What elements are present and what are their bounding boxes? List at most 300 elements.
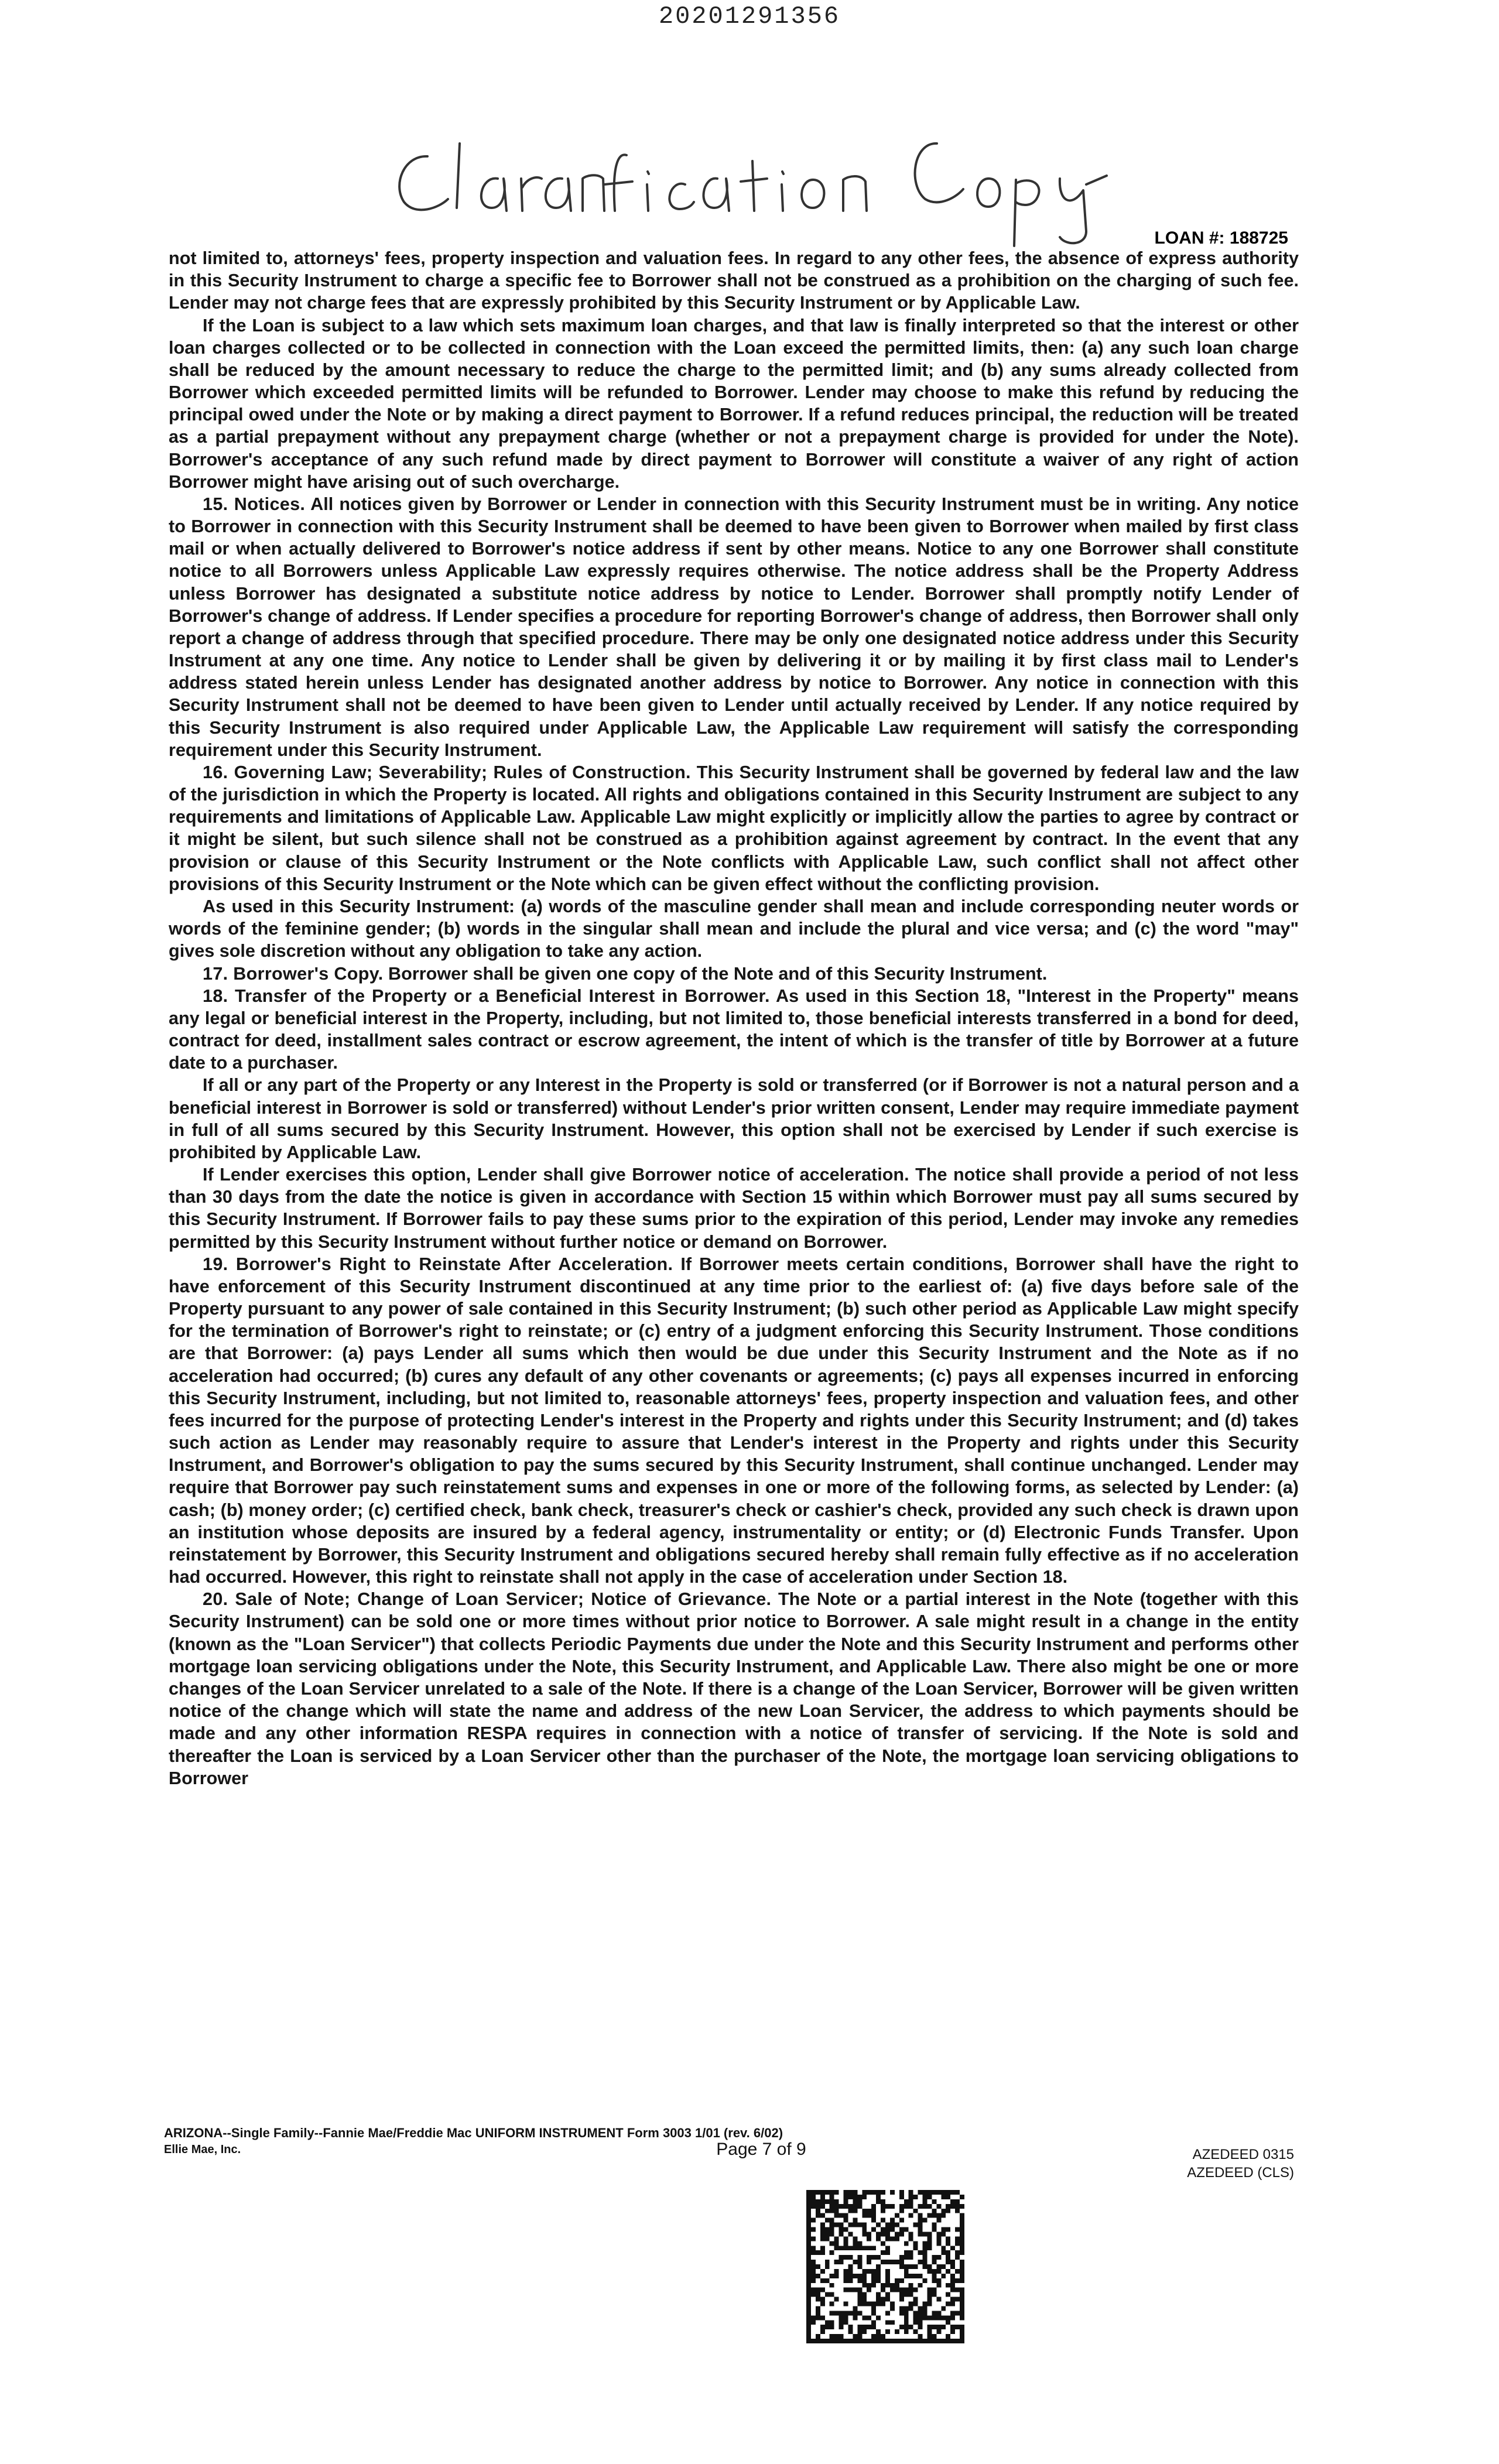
barcode-cell <box>932 2260 936 2264</box>
barcode-cell <box>830 2190 834 2195</box>
barcode-cell <box>876 2334 881 2339</box>
barcode-cell <box>834 2204 839 2209</box>
barcode-cell <box>820 2199 825 2204</box>
barcode-cell <box>950 2283 955 2288</box>
barcode-cell <box>806 2274 811 2278</box>
barcode-cell <box>890 2302 895 2306</box>
barcode-cell <box>816 2297 820 2302</box>
company-name: Ellie Mae, Inc. <box>164 2143 241 2156</box>
barcode-cell <box>932 2255 936 2260</box>
barcode-cell <box>950 2204 955 2209</box>
barcode-cell <box>848 2195 853 2199</box>
barcode-cell <box>885 2297 890 2302</box>
barcode-cell <box>806 2325 811 2329</box>
barcode-cell <box>918 2334 923 2339</box>
barcode-cell <box>885 2311 890 2315</box>
barcode-cell <box>806 2260 811 2264</box>
barcode-cell <box>876 2195 881 2199</box>
barcode-cell <box>923 2306 928 2311</box>
barcode-cell <box>834 2246 839 2250</box>
barcode-cell <box>909 2288 913 2292</box>
barcode-cell <box>936 2269 941 2274</box>
barcode-cell <box>806 2209 811 2213</box>
barcode-cell <box>946 2260 950 2264</box>
barcode-cell <box>960 2302 964 2306</box>
barcode-cell <box>960 2288 964 2292</box>
paragraph-text: As used in this Security Instrument: (a) words of the masculine gender shall mean and include corresponding neuter words or words of the feminine gender; (b) words in the singular shall mean and include the plural and vice versa; and (c) the word "may" gives sole discretion without any obligation to take any action. <box>169 896 1299 961</box>
barcode-cell <box>853 2306 857 2311</box>
barcode-cell <box>904 2315 909 2320</box>
barcode-cell <box>876 2292 881 2297</box>
barcode-cell <box>881 2227 885 2232</box>
barcode-cell <box>806 2311 811 2315</box>
barcode-cell <box>825 2218 830 2223</box>
barcode-cell <box>867 2269 871 2274</box>
barcode-cell <box>918 2227 923 2232</box>
barcode-cell <box>825 2339 830 2343</box>
barcode-cell <box>960 2297 964 2302</box>
barcode-cell <box>857 2246 862 2250</box>
barcode-cell <box>844 2218 848 2223</box>
barcode-cell <box>839 2204 844 2209</box>
barcode-cell <box>830 2302 834 2306</box>
barcode-cell <box>844 2339 848 2343</box>
barcode-cell <box>890 2283 895 2288</box>
barcode-cell <box>816 2213 820 2218</box>
paragraph-text: The Note or a partial interest in the Note (together with this Security Instrument) can be sold one or more times without prior notice to Borrower. A sale might result in a change in the entity (known as the "Loan Servicer") that collects Periodic Payments due under the Note and this Security Instrument and performs other mortgage loan servicing obligations under the Note, this Security Instrument, and Applicable Law. There also might be one or more changes of the Loan Servicer unrelated to a sale of the Note. If there is a change of the Loan Servicer, Borrower will be given written notice of the change which will state the name and address of the new Loan Servicer, the address to which payments should be made and any other information RESPA requires in connection with a notice of transfer of servicing. If the Note is sold and thereafter the Loan is serviced by a Loan Servicer other than the purchaser of the Note, the mortgage loan servicing obligations to Borrower <box>169 1589 1299 1788</box>
barcode-cell <box>899 2195 904 2199</box>
barcode-cell <box>811 2264 816 2269</box>
barcode-cell <box>950 2297 955 2302</box>
barcode-cell <box>885 2283 890 2288</box>
barcode-cell <box>844 2274 848 2278</box>
barcode-cell <box>927 2213 932 2218</box>
barcode-cell <box>955 2199 960 2204</box>
barcode-cell <box>936 2236 941 2241</box>
barcode-cell <box>811 2195 816 2199</box>
barcode-cell <box>839 2315 844 2320</box>
barcode-cell <box>960 2195 964 2199</box>
barcode-cell <box>871 2311 876 2315</box>
barcode-cell <box>862 2339 867 2343</box>
barcode-cell <box>909 2195 913 2199</box>
barcode-cell <box>839 2223 844 2227</box>
barcode-cell <box>867 2236 871 2241</box>
barcode-cell <box>909 2204 913 2209</box>
barcode-cell <box>857 2255 862 2260</box>
barcode-cell <box>853 2204 857 2209</box>
paragraph-8 <box>169 1163 1299 1253</box>
barcode-cell <box>830 2320 834 2325</box>
barcode-cell <box>960 2236 964 2241</box>
barcode-cell <box>830 2274 834 2278</box>
barcode-cell <box>806 2264 811 2269</box>
barcode-cell <box>806 2241 811 2246</box>
barcode-cell <box>941 2213 946 2218</box>
barcode-cell <box>932 2292 936 2297</box>
barcode-cell <box>885 2227 890 2232</box>
barcode-cell <box>857 2302 862 2306</box>
barcode-cell <box>811 2250 816 2255</box>
barcode-cell <box>862 2227 867 2232</box>
barcode-cell <box>918 2223 923 2227</box>
handwritten-annotation <box>386 120 1136 249</box>
barcode-cell <box>890 2320 895 2325</box>
barcode-cell <box>848 2223 853 2227</box>
barcode-cell <box>960 2246 964 2250</box>
barcode-cell <box>816 2250 820 2255</box>
barcode-cell <box>806 2288 811 2292</box>
barcode-cell <box>881 2204 885 2209</box>
barcode-cell <box>946 2255 950 2260</box>
barcode-cell <box>899 2190 904 2195</box>
barcode-cell <box>923 2246 928 2250</box>
barcode-cell <box>885 2246 890 2250</box>
barcode-cell <box>913 2297 918 2302</box>
barcode-cell <box>960 2325 964 2329</box>
barcode-cell <box>876 2269 881 2274</box>
barcode-cell <box>909 2274 913 2278</box>
paragraph-0 <box>169 247 1299 314</box>
barcode-cell <box>853 2315 857 2320</box>
barcode-cell <box>857 2288 862 2292</box>
barcode-cell <box>816 2339 820 2343</box>
barcode-cell <box>871 2213 876 2218</box>
barcode-cell <box>890 2306 895 2311</box>
barcode-cell <box>830 2292 834 2297</box>
barcode-cell <box>811 2315 816 2320</box>
barcode-cell <box>946 2236 950 2241</box>
barcode-cell <box>885 2223 890 2227</box>
barcode-cell <box>806 2278 811 2283</box>
barcode-cell <box>806 2218 811 2223</box>
barcode-cell <box>895 2236 899 2241</box>
barcode-cell <box>825 2232 830 2236</box>
barcode-cell <box>913 2246 918 2250</box>
barcode-cell <box>950 2274 955 2278</box>
barcode-cell <box>853 2190 857 2195</box>
barcode-cell <box>946 2195 950 2199</box>
barcode-cell <box>932 2190 936 2195</box>
barcode-cell <box>834 2334 839 2339</box>
barcode-cell <box>816 2292 820 2297</box>
barcode-cell <box>936 2255 941 2260</box>
barcode-cell <box>853 2218 857 2223</box>
barcode-cell <box>950 2311 955 2315</box>
barcode-cell <box>932 2278 936 2283</box>
barcode-cell <box>895 2260 899 2264</box>
barcode-cell <box>895 2329 899 2334</box>
barcode-cell <box>806 2246 811 2250</box>
barcode-cell <box>913 2264 918 2269</box>
barcode-cell <box>904 2339 909 2343</box>
barcode-cell <box>913 2311 918 2315</box>
paragraph-text: If Lender exercises this option, Lender shall give Borrower notice of acceleration. The notice shall provide a period of not less than 30 days from the date the notice is given in accordance with Section 15 within which Borrower must pay all sums secured by this Security Instrument. If Borrower fails to pay these sums prior to the expiration of this period, Lender may invoke any remedies permitted by this Security Instrument without further notice or demand on Borrower. <box>169 1165 1299 1252</box>
barcode-cell <box>830 2232 834 2236</box>
barcode-cell <box>895 2223 899 2227</box>
barcode-cell <box>834 2236 839 2241</box>
barcode-cell <box>853 2274 857 2278</box>
barcode-cell <box>923 2218 928 2223</box>
barcode-cell <box>811 2190 816 2195</box>
barcode-cell <box>876 2315 881 2320</box>
barcode-cell <box>950 2329 955 2334</box>
barcode-cell <box>867 2190 871 2195</box>
barcode-cell <box>895 2232 899 2236</box>
barcode-cell <box>881 2232 885 2236</box>
barcode-cell <box>844 2302 848 2306</box>
barcode-cell <box>913 2274 918 2278</box>
barcode-cell <box>867 2213 871 2218</box>
barcode-cell <box>825 2325 830 2329</box>
barcode-cell <box>899 2204 904 2209</box>
barcode-cell <box>862 2329 867 2334</box>
barcode-cell <box>844 2190 848 2195</box>
barcode-cell <box>950 2325 955 2329</box>
barcode-cell <box>820 2339 825 2343</box>
barcode-cell <box>848 2190 853 2195</box>
barcode-cell <box>834 2260 839 2264</box>
barcode-cell <box>923 2302 928 2306</box>
paragraph-text: As used in this Section 18, "Interest in the Property" means any legal or beneficial interest in the Property, including, but not limited to, those beneficial interests transferred in a bond for deed, contract for deed, installment sales contract or escrow agreement, the intent of which is the transfer of title by Borrower at a future date to a purchaser. <box>169 985 1299 1073</box>
barcode-cell <box>936 2311 941 2315</box>
barcode-cell <box>848 2288 853 2292</box>
barcode-cell <box>811 2236 816 2241</box>
barcode-cell <box>844 2288 848 2292</box>
barcode-cell <box>936 2329 941 2334</box>
barcode-cell <box>941 2274 946 2278</box>
barcode-cell <box>876 2223 881 2227</box>
barcode-cell <box>844 2204 848 2209</box>
barcode-cell <box>848 2339 853 2343</box>
barcode-cell <box>955 2227 960 2232</box>
barcode-cell <box>871 2283 876 2288</box>
barcode-cell <box>890 2236 895 2241</box>
barcode-cell <box>941 2227 946 2232</box>
barcode-cell <box>881 2241 885 2246</box>
barcode-cell <box>918 2311 923 2315</box>
barcode-cell <box>950 2288 955 2292</box>
barcode-cell <box>904 2320 909 2325</box>
barcode-cell <box>830 2250 834 2255</box>
barcode-cell <box>857 2297 862 2302</box>
barcode-cell <box>811 2260 816 2264</box>
barcode-cell <box>909 2190 913 2195</box>
barcode-cell <box>941 2232 946 2236</box>
barcode-cell <box>913 2288 918 2292</box>
barcode-cell <box>816 2334 820 2339</box>
barcode-cell <box>960 2329 964 2334</box>
barcode-cell <box>960 2334 964 2339</box>
barcode-cell <box>950 2199 955 2204</box>
barcode-cell <box>923 2311 928 2315</box>
barcode-cell <box>960 2232 964 2236</box>
barcode-cell <box>904 2269 909 2274</box>
barcode-cell <box>950 2246 955 2250</box>
barcode-cell <box>885 2250 890 2255</box>
barcode-cell <box>918 2204 923 2209</box>
barcode-cell <box>955 2297 960 2302</box>
barcode-cell <box>885 2274 890 2278</box>
barcode-cell <box>960 2315 964 2320</box>
barcode-cell <box>811 2292 816 2297</box>
barcode-cell <box>960 2227 964 2232</box>
barcode-cell <box>890 2223 895 2227</box>
barcode-cell <box>941 2190 946 2195</box>
barcode-cell <box>909 2213 913 2218</box>
barcode-cell <box>816 2311 820 2315</box>
barcode-cell <box>862 2325 867 2329</box>
barcode-cell <box>806 2334 811 2339</box>
barcode-cell <box>853 2288 857 2292</box>
barcode-cell <box>895 2288 899 2292</box>
barcode-cell <box>871 2269 876 2274</box>
barcode-cell <box>820 2302 825 2306</box>
section-heading: 15. Notices. <box>203 494 306 514</box>
barcode-cell <box>839 2232 844 2236</box>
barcode-cell <box>857 2199 862 2204</box>
barcode-cell <box>946 2190 950 2195</box>
barcode-cell <box>932 2288 936 2292</box>
loan-number: LOAN #: 188725 <box>1154 228 1288 248</box>
barcode-cell <box>806 2255 811 2260</box>
barcode-cell <box>867 2283 871 2288</box>
barcode-cell <box>811 2269 816 2274</box>
barcode-cell <box>834 2339 839 2343</box>
barcode-cell <box>862 2315 867 2320</box>
barcode-cell <box>876 2255 881 2260</box>
page-number: Page 7 of 9 <box>716 2140 806 2159</box>
barcode-cell <box>853 2339 857 2343</box>
barcode-cell <box>806 2232 811 2236</box>
barcode-cell <box>825 2236 830 2241</box>
barcode-cell <box>844 2311 848 2315</box>
barcode-cell <box>848 2255 853 2260</box>
barcode-cell <box>904 2306 909 2311</box>
barcode-cell <box>839 2334 844 2339</box>
barcode-cell <box>820 2329 825 2334</box>
barcode-cell <box>932 2269 936 2274</box>
barcode-cell <box>885 2320 890 2325</box>
barcode-cell <box>871 2227 876 2232</box>
barcode-cell <box>857 2204 862 2209</box>
barcode-cell <box>844 2320 848 2325</box>
barcode-cell <box>946 2283 950 2288</box>
barcode-cell <box>871 2320 876 2325</box>
barcode-cell <box>909 2264 913 2269</box>
paragraph-text: All notices given by Borrower or Lender in connection with this Security Instrument must be in writing. Any notice to Borrower in connection with this Security Instrument shall be deemed to have been given to Borrower when mailed by first class mail or when actually delivered to Borrower's notice address if sent by other means. Notice to any one Borrower shall constitute notice to all Borrowers unless Applicable Law expressly requires otherwise. The notice address shall be the Property Address unless Borrower has designated a substitute notice address by notice to Lender. Borrower shall promptly notify Lender of Borrower's change of address. If Lender specifies a procedure for reporting Borrower's change of address, then Borrower shall only report a change of address through that specified procedure. There may be only one designated notice address under this Security Instrument at any one time. Any notice to Lender shall be given by delivering it or by mailing it by first class mail to Lender's address stated herein unless Lender has designated another address by notice to Borrower. Any notice in connection with this Security Instrument shall not be deemed to have been given to Lender until actually received by Lender. If any notice required by this Security Instrument is also required under Applicable Law, the Applicable Law requirement will satisfy the corresponding requirement under this Security Instrument. <box>169 494 1299 760</box>
barcode-cell <box>936 2283 941 2288</box>
barcode-cell <box>960 2264 964 2269</box>
barcode-cell <box>885 2236 890 2241</box>
section-heading: 16. Governing Law; Severability; Rules of Construction. <box>203 762 691 782</box>
barcode-cell <box>871 2334 876 2339</box>
barcode-cell <box>918 2260 923 2264</box>
barcode-cell <box>927 2241 932 2246</box>
barcode-cell <box>848 2325 853 2329</box>
barcode-cell <box>830 2204 834 2209</box>
barcode-cell <box>820 2236 825 2241</box>
barcode-cell <box>918 2274 923 2278</box>
barcode-cell <box>848 2232 853 2236</box>
barcode-cell <box>862 2246 867 2250</box>
barcode-cell <box>811 2218 816 2223</box>
barcode-cell <box>844 2213 848 2218</box>
barcode-cell <box>871 2190 876 2195</box>
barcode-cell <box>853 2236 857 2241</box>
barcode-cell <box>871 2302 876 2306</box>
barcode-cell <box>955 2204 960 2209</box>
barcode-cell <box>960 2339 964 2343</box>
barcode-cell <box>885 2204 890 2209</box>
barcode-cell <box>932 2339 936 2343</box>
barcode-cell <box>839 2227 844 2232</box>
barcode-cell <box>876 2199 881 2204</box>
barcode-cell <box>923 2264 928 2269</box>
barcode-cell <box>844 2199 848 2204</box>
barcode-cell <box>830 2223 834 2227</box>
barcode-cell <box>862 2302 867 2306</box>
barcode-cell <box>830 2334 834 2339</box>
paragraph-text: If all or any part of the Property or any Interest in the Property is sold or transferred (or if Borrower is not a natural person and a beneficial interest in Borrower is sold or transferred) without Lender's prior written consent, Lender may require immediate payment in full of all sums secured by this Security Instrument. However, this option shall not be exercised by Lender if such exercise is prohibited by Applicable Law. <box>169 1075 1299 1162</box>
barcode-cell <box>857 2195 862 2199</box>
barcode-cell <box>918 2190 923 2195</box>
barcode-cell <box>890 2227 895 2232</box>
barcode-cell <box>932 2274 936 2278</box>
paragraph-text: If the Loan is subject to a law which sets maximum loan charges, and that law is finally interpreted so that the interest or other loan charges collected or to be collected in connection with the Loan exceed the permitted limits, then: (a) any such loan charge shall be reduced by the amount necessary to reduce the charge to the permitted limit; and (b) any sums already collected from Borrower which exceeded permitted limits will be refunded to Borrower. Lender may choose to make this refund by reducing the principal owed under the Note or by making a direct payment to Borrower. If a refund reduces principal, the reduction will be treated as a partial prepayment without any prepayment charge (whether or not a prepayment charge is provided for under the Note). Borrower's acceptance of any such refund made by direct payment to Borrower will constitute a waiver of any right of action Borrower might have arising out of such overcharge. <box>169 315 1299 492</box>
barcode-cell <box>876 2274 881 2278</box>
barcode-cell <box>825 2227 830 2232</box>
barcode-cell <box>820 2213 825 2218</box>
barcode-cell <box>904 2325 909 2329</box>
barcode-cell <box>909 2292 913 2297</box>
barcode-cell <box>909 2236 913 2241</box>
barcode-cell <box>932 2334 936 2339</box>
barcode-cell <box>946 2339 950 2343</box>
barcode-cell <box>881 2199 885 2204</box>
barcode-cell <box>923 2250 928 2255</box>
barcode-cell <box>834 2209 839 2213</box>
barcode-cell <box>927 2339 932 2343</box>
barcode-cell <box>844 2315 848 2320</box>
barcode-cell <box>881 2339 885 2343</box>
barcode-cell <box>857 2264 862 2269</box>
barcode-cell <box>923 2278 928 2283</box>
barcode-cell <box>816 2204 820 2209</box>
section-19-reinstate <box>169 1253 1299 1589</box>
barcode-cell <box>871 2204 876 2209</box>
barcode-cell <box>820 2288 825 2292</box>
barcode-cell <box>927 2195 932 2199</box>
barcode-cell <box>857 2311 862 2315</box>
barcode-cell <box>932 2315 936 2320</box>
barcode-cell <box>876 2329 881 2334</box>
barcode-cell <box>825 2209 830 2213</box>
barcode-cell <box>820 2269 825 2274</box>
barcode-cell <box>936 2339 941 2343</box>
barcode-cell <box>909 2325 913 2329</box>
barcode-cell <box>816 2190 820 2195</box>
barcode-cell <box>806 2227 811 2232</box>
barcode-cell <box>909 2306 913 2311</box>
barcode-cell <box>830 2209 834 2213</box>
section-20-sale-of-note <box>169 1588 1299 1789</box>
barcode-cell <box>960 2260 964 2264</box>
barcode-cell <box>848 2311 853 2315</box>
document-number: 20201291356 <box>658 2 841 30</box>
barcode-cell <box>918 2315 923 2320</box>
barcode-cell <box>834 2190 839 2195</box>
